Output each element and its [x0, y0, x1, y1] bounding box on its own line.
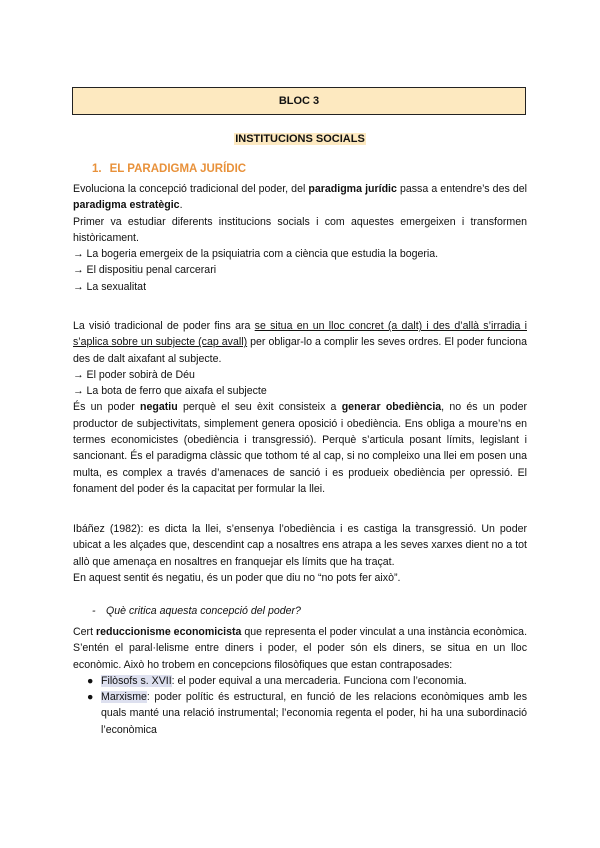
arrow-item: → El dispositiu penal carcerari	[73, 264, 217, 277]
heading-text: EL PARADIGMA JURÍDIC	[109, 163, 247, 175]
bullet-icon: ●	[87, 674, 94, 687]
paragraph-7: Cert reduccionisme economicista que representa el poder vinculat a una instància econòmica. S’entén el paral·lelisme entre diners i poder, el poder són els diners, se situa en un lloc econòmic. Això ho trobem en concepcions filosòfiques que estan contraposades:	[73, 626, 528, 671]
bullet-item: ● Filòsofs s. XVII: el poder equival a una mercaderia. Funciona com l’economia.	[83, 673, 527, 689]
question-line	[92, 605, 301, 617]
bloc-title: BLOC 3	[278, 95, 320, 107]
question-dash: -	[92, 605, 96, 617]
paragraph-3: La visió tradicional de poder fins ara se situa en un lloc concret (a dalt) i des d’allà s’irradia i s’aplica sobre un subjecte (cap avall) per obligar-lo a complir les seves ordres. El poder funciona des de dalt aixafant al subjecte.	[73, 320, 527, 365]
bullet-item: ● Marxisme: poder polític és estructural, en funció de les relacions econòmiques amb les quals manté una relació instrumental; l’economia regenta el poder, hi ha una subordinació l’econòmica	[87, 691, 527, 736]
section-heading	[92, 163, 246, 175]
ibanez-block	[73, 521, 527, 586]
paragraph-6: En aquest sentit és negatiu, és un poder que diu no “no pots fer això”.	[73, 571, 401, 584]
bloc-title-box	[72, 87, 526, 115]
heading-number: 1.	[92, 163, 102, 175]
question-text: Què critica aquesta concepció del poder?	[106, 605, 301, 617]
paragraph-5: Ibáñez (1982): es dicta la llei, s’ensenya l’obediència i es castiga la transgressió. Un poder ubicat a les alçades que, descendint cap a nosaltres ens atrapa a les seves xarxes dient no a tot allò que amenaça en nosaltres en franquejar els límits que ha traçat.	[73, 523, 527, 568]
bullet-icon: ●	[87, 691, 94, 704]
arrow-item: → El poder sobirà de Déu	[73, 368, 195, 381]
arrow-item: → La bogeria emergeix de la psiquiatria com a ciència que estudia la bogeria.	[73, 248, 439, 261]
traditional-power-block	[73, 318, 527, 497]
paragraph-2: Primer va estudiar diferents institucions socials i com aquestes emergeixen i transformen històricament.	[73, 215, 527, 244]
critique-block	[73, 624, 527, 738]
paragraph-1: Evoluciona la concepció tradicional del poder, del paradigma jurídic passa a entendre’s des del paradigma estratègic.	[73, 183, 527, 212]
paragraph-4: És un poder negatiu perquè el seu èxit consisteix a generar obediència, no és un poder productor de subjectivitats, simplement genera oposició i obediència. Ens obliga a moure’ns en termes economicistes (obediència i transgressió). Perquè s’articula posant límits, legislant i sancionant. És el paradigma clàssic que tothom té al cap, si no compleixo una llei em posen una multa, es complex a través d’amenaces de sanció i es produeix obediència per opressió. El fonament del poder és la capacitat per formular la llei.	[73, 401, 527, 495]
intro-block	[73, 181, 527, 295]
section-title: INSTITUCIONS SOCIALS	[235, 133, 365, 145]
arrow-item: → La sexualitat	[73, 280, 147, 293]
arrow-item: → La bota de ferro que aixafa el subjecte	[73, 385, 267, 398]
